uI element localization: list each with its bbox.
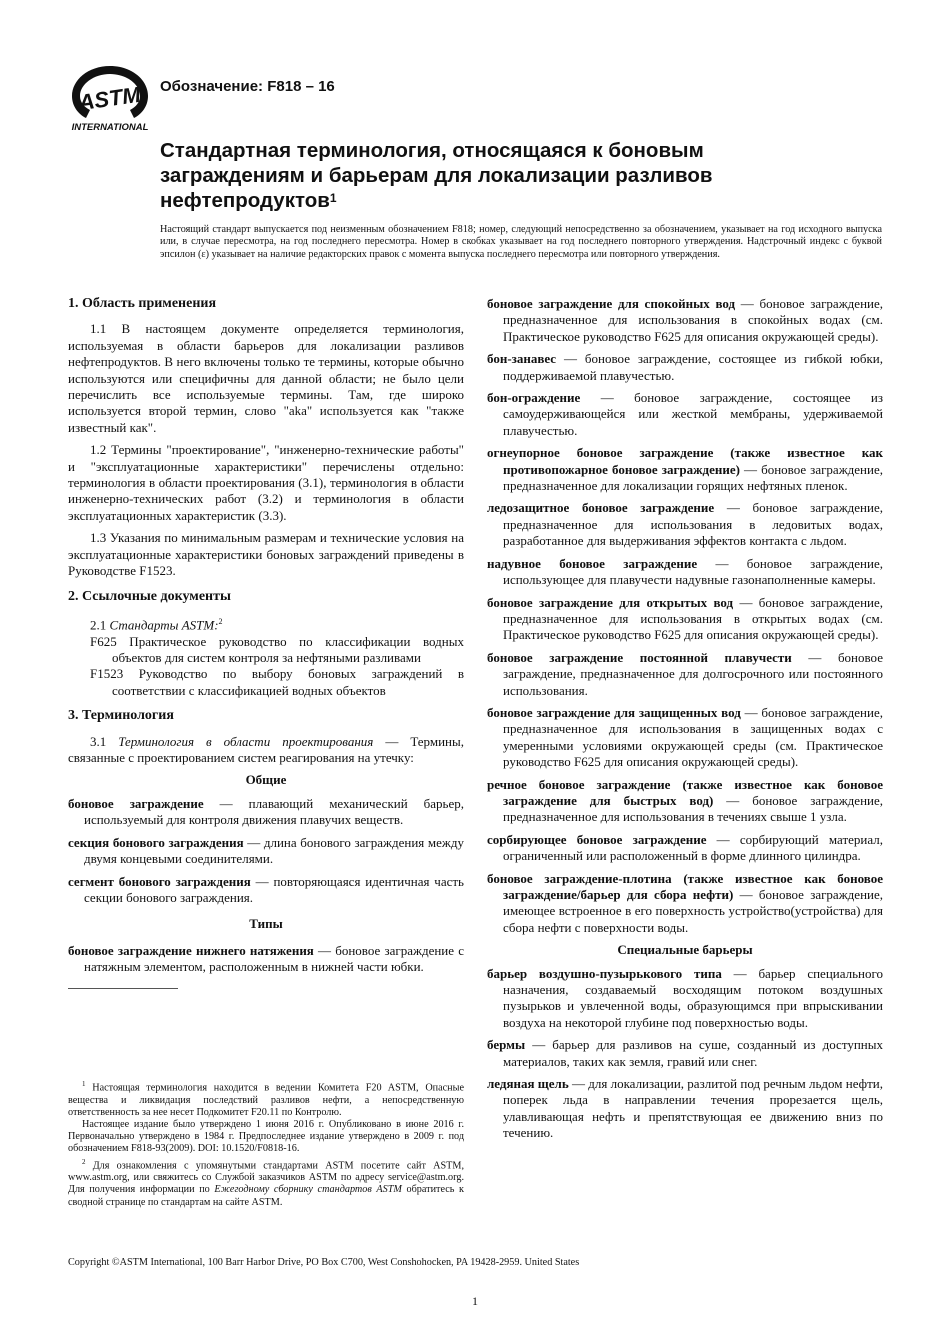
- paragraph-2-1: 2.1 Стандарты ASTM:$^2$: [90, 616, 223, 633]
- subheading-special-barriers: Специальные барьеры: [617, 942, 753, 958]
- section-1-heading: 1. Область применения: [68, 296, 217, 311]
- term-entry: боновое заграждение постоянной плавучести — боновое заграждение, предназначенное для долгосрочного или постоянного использования.: [487, 649, 883, 698]
- term-entry: бон-ограждение — боновое заграждение, состоящее из самоудерживающейся или жесткой мембраны, удерживаемой плавучестью.: [487, 390, 883, 438]
- section-2-heading: 2. Ссылочные документы: [68, 588, 231, 604]
- footnote-1: $^1$ Настоящая терминология находится в ведении Комитета F20 ASTM, Опасные вещества и ликвидация последствий разливов нефти, а непосредственную ответственность за нее несет Подкомитет F20.11 по Контролю.: [68, 1080, 464, 1118]
- term-entry: бон-занавес — боновое заграждение, состоящее из гибкой юбки, поддерживаемой плавучестью.: [487, 351, 883, 383]
- page-title: Стандартная терминология, относящаяся к боновым заграждениям и барьерам для локализации разливов нефтепродуктов$^1$: [160, 139, 713, 212]
- term-entry: барьер воздушно-пузырькового типа — барьер специального назначения, создаваемый восходящим потоком воздушных пузырьков и увлеченной воды, образующимся при впрыскивании воздуха на некоторой глубине под поверхностью воды.: [487, 965, 883, 1030]
- left-column: [68, 296, 464, 989]
- footnote-divider: [68, 988, 178, 989]
- term-entry: сорбирующее боновое заграждение — сорбирующий материал, ограниченный или расположенный в форме длинного цилиндра.: [487, 831, 883, 864]
- copyright: Copyright ©ASTM International, 100 Barr Harbor Drive, PO Box C700, West Conshohocken, PA 19428-2959. United States: [68, 1257, 580, 1268]
- subheading-general: Общие: [245, 772, 287, 788]
- term-entry: секция бонового заграждения — длина бонового заграждения между двумя концевыми соединителями.: [68, 834, 464, 867]
- paragraph-1-2: 1.2 Термины "проектирование", "инженерно-технические работы" и "эксплуатационные характеристики" перечислены отдельно: терминология в области проектирования (3.1), терминология в области инженерно-технических работ (3.2) и терминология в области эксплуатационных характеристик (3.3).: [68, 442, 464, 523]
- intro-note: Настоящий стандарт выпускается под неизменным обозначением F818; номер, следующий непосредственно за обозначением, указывает на год исходного выпуска или, в случае пересмотра, на год последнего пересмотра. Номер в скобках указывает на год последнего повторного утверждения. Надстрочный индекс с буквой эпсилон (ε) указывает на наличие редакторских правок с момента выпуска последнего пересмотра или повторного утверждения.: [160, 224, 882, 260]
- section-3-heading: 3. Терминология: [68, 708, 174, 724]
- term-entry: боновое заграждение для спокойных вод — боновое заграждение, предназначенное для использования в спокойных водах (см. Практическое руководство F625 для описания окружающей среды).: [487, 296, 883, 344]
- designation: Обозначение: F818 – 16: [160, 78, 335, 95]
- paragraph-3-1: 3.1 Терминология в области проектирования — Термины, связанные с проектированием систем реагирования на утечку:: [68, 733, 464, 766]
- term-entry: надувное боновое заграждение — боновое заграждение, использующее для плавучести надувные газонаполненные камеры.: [487, 555, 883, 588]
- term-entry: боновое заграждение — плавающий механический барьер, используемый для контроля движения плавучих веществ.: [68, 795, 465, 828]
- logo-text-bottom: INTERNATIONAL: [71, 122, 149, 133]
- term-entry: боновое заграждение для защищенных вод — боновое заграждение, предназначенное для использования в защищенных водах с умеренными условиями окружающей среды (см. Практическое руководство F625 для описания окружающей среды).: [487, 704, 883, 770]
- footnote-2: $^2$ Для ознакомления с упомянутыми стандартами ASTM посетите сайт ASTM, www.astm.org, или свяжитесь со Службой заказчиков ASTM по адресу service@astm.org. Для получения информации по Ежегодному сборнику стандартов ASTM обратитесь к сводной странице по стандартам на сайте ASTM.: [68, 1157, 464, 1208]
- term-entry: боновое заграждение-плотина (также известное как боновое заграждение/барьер для сбора нефти) — боновое заграждение, имеющее встроенное в его поверхность устройство(устройства) для сбора нефти с поверхности воды.: [487, 870, 883, 935]
- subheading-types: Типы: [249, 916, 283, 932]
- footnote-1b: Настоящее издание было утверждено 1 июня 2016 г. Опубликовано в июне 2016 г. Первоначально утверждено в 1984 г. Предпоследнее издание утверждено в 2009 г. под обозначением F818-93(2009). DOI: 10.1520/F0818-16.: [68, 1119, 464, 1155]
- term-entry: ледяная щель — для локализации, разлитой под речным льдом нефти, поперек льда в направлении течения прорезается щель, улавливающая нефть и препятствующая ее движению вниз по течению.: [487, 1076, 883, 1141]
- term-entry: бермы — барьер для разливов на суше, созданный из доступных материалов, таких как земля, гравий или снег.: [487, 1037, 883, 1069]
- page-number: 1: [472, 1294, 478, 1308]
- term-entry: ледозащитное боновое заграждение — боновое заграждение, предназначенное для использования в ледовитых водах, разработанное для выдерживания эффектов контакта с льдом.: [487, 500, 883, 549]
- term-entry: боновое заграждение нижнего натяжения — боновое заграждение с натяжным элементом, расположенным в нижней части юбки.: [68, 942, 464, 975]
- astm-logo: [66, 62, 154, 134]
- term-entry: речное боновое заграждение (также известное как боновое заграждение для быстрых вод) — боновое заграждение, предназначенное для использования в течениях свыше 1 узла.: [487, 776, 884, 825]
- reference-f1523: F1523 Руководство по выбору боновых заграждений в соответствии с классификацией водных объектов: [90, 666, 464, 698]
- term-entry: боновое заграждение для открытых вод — боновое заграждение, предназначенное для использования в открытых водах (см. Практическое руководство F625 для описания окружающей среды).: [487, 594, 883, 643]
- reference-f625: F625 Практическое руководство по классификации водных объектов для систем контроля за нефтяными разливами: [90, 633, 464, 666]
- right-column: [487, 296, 883, 1148]
- paragraph-1-3: 1.3 Указания по минимальным размерам и технические условия на эксплуатационные характеристики боновых заграждений приведены в Руководстве F1523.: [68, 530, 464, 579]
- logo-text-top: ASTM: [76, 81, 143, 116]
- term-entry: огнеупорное боновое заграждение (также известное как противопожарное боновое заграждение) — боновое заграждение, предназначенное для локализации горящих нефтяных пленок.: [487, 445, 883, 494]
- footnotes: [68, 1078, 464, 1209]
- paragraph-1-1: 1.1 В настоящем документе определяется терминология, используемая в области барьеров для локализации разливов нефтепродуктов. В него включены только те термины, которые обычно используются или специфичны для данной области; не было цели перечислить все используемые термины. Там, где широко используется второй термин, слово "aka" используется как "также известный как".: [68, 321, 464, 435]
- term-entry: сегмент бонового заграждения — повторяющаяся идентичная часть секции бонового заграждения.: [68, 873, 464, 905]
